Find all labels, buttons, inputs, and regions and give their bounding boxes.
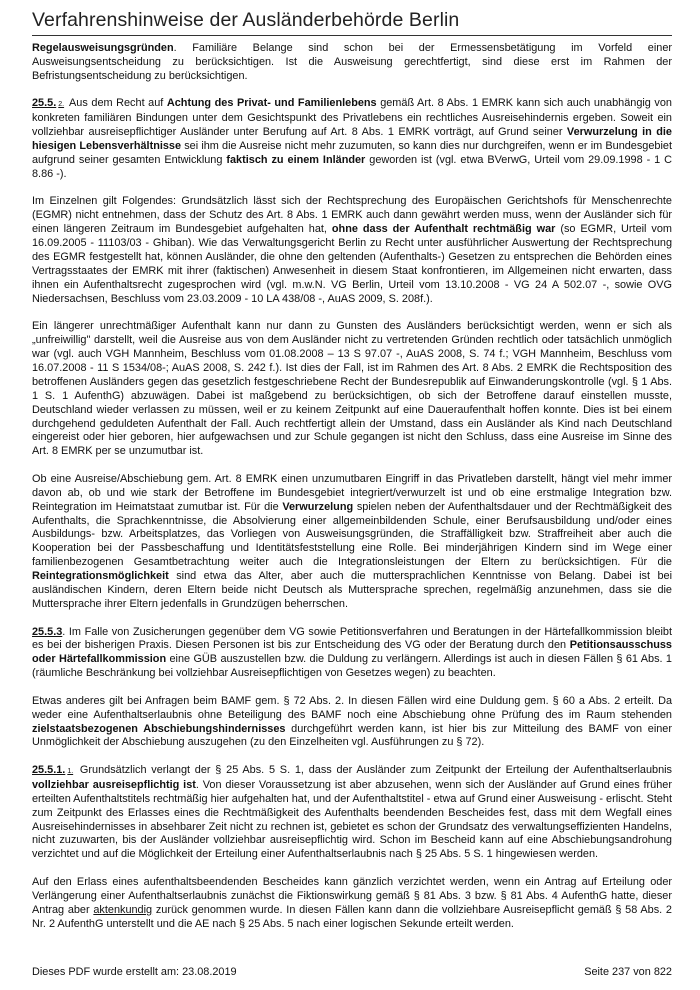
bold-term: Verwurzelung [282, 500, 354, 513]
page-header [32, 8, 672, 36]
bold-term: ohne dass der Aufenthalt rechtmäßig war [331, 223, 556, 236]
bold-term: faktisch zu einem Inländer [226, 153, 366, 166]
section-number: 25.5.3 [32, 625, 63, 638]
paragraph-3: Im Einzelnen gilt Folgendes: Grundsätzlich lässt sich der Rechtsprechung des Europäischen Gerichtshofs für Menschenrechte (EGMR) nicht entnehmen, dass der Schutz des Art. 8 Abs. 1 EMRK auch dann gewährt werden muss, wenn der Ausländer sich für einen längeren Zeitraum im Bundesgebiet aufgehalten hat, ohne dass der Aufenthalt rechtmäßig war (so EGMR, Urteil vom 16.09.2005 - 11103/03 - Ghiban). Wie das Verwaltungsgericht Berlin zu Recht unter ausführlicher Auswertung der Rechtsprechung des EGMR festgestellt hat, können Ausländer, die ohne den geltenden (Aufenthalts-) Gesetzen zu entsprechen die Behörden eines Vertragsstaates der EMRK mit ihrer (faktischen) Anwesenheit in diesem Staat konfrontieren, im Allgemeinen nicht erwarten, dass ihnen ein Aufenthaltsrecht zugesprochen wird (vgl. m.w.N. VG Berlin, Urteil vom 13.10.2008 - VG 24 A 502.07 -, sowie OVG Niedersachsen, Beschluss vom 23.03.2009 - 10 LA 438/08 -, AuAS 2009, S. 208f.). [32, 195, 672, 305]
bold-term: zielstaatsbezogenen Abschiebungshindernisses [32, 722, 286, 735]
page-number: Seite 237 von 822 [584, 966, 672, 978]
bold-term: Regelausweisungsgründen [32, 42, 174, 54]
paragraph-1: Regelausweisungsgründen. Familiäre Belange sind schon bei der Ermessensbetätigung im Vorfeld einer Ausweisungsentscheidung zu berücksichtigen. Ist die Ausweisung gerechtfertigt, sind diese erst im Rahmen der Befristungsentscheidung zu berücksichtigen. [32, 42, 672, 82]
paragraph-25-5-3: 25.5.3. Im Falle von Zusicherungen gegenüber dem VG sowie Petitionsverfahren und Beratungen in der Härtefallkommission bleibt es bei der bisherigen Praxis. Diesen Personen ist bis zur Entscheidung des VG oder der Beratung durch den Petitionsausschuss oder Härtefallkommission eine GÜB auszustellen bzw. die Duldung zu verlängern. Allerdings ist auch in diesen Fällen § 61 Abs. 1 (räumliche Beschränkung bei vollziehbar Ausreisepflichtigen von Gesetzes wegen) zu beachten. [32, 625, 672, 680]
creation-date: Dieses PDF wurde erstellt am: 23.08.2019 [32, 966, 237, 978]
section-number: 25.5. [32, 97, 57, 110]
bold-term: Petitionsausschuss oder Härtefallkommission [32, 639, 672, 666]
bold-term: Verwurzelung in die hiesigen Lebensverhältnisse [32, 126, 672, 153]
document-body [32, 42, 672, 945]
underlined-term: aktenkundig [93, 903, 153, 916]
bold-term: vollziehbar ausreisepflichtig ist [32, 778, 196, 791]
page-title: Verfahrenshinweise der Ausländerbehörde Berlin [32, 9, 460, 31]
paragraph-25-5-1: 25.5.1. 1. Grundsätzlich verlangt der § 25 Abs. 5 S. 1, dass der Ausländer zum Zeitpunkt der Erteilung der Aufenthaltserlaubnis vollziehbar ausreisepflichtig ist. Von dieser Voraussetzung ist aber abzusehen, wenn sich der Ausländer auf Grund eines früher erteilten Aufenthaltstitels rechtmäßig hier aufgehalten hat, und der Aufenthaltstitel - etwa auf Grund einer Ausweisung - erlischt. Steht zum Zeitpunkt des Erlasses eines die Rechtmäßigkeit des Aufenthalts beendenden Bescheides fest, dass mit dem Wegfall eines Ausreisehindernisses in absehbarer Zeit nicht zu rechnen ist, gebietet es schon der Grundsatz des verwaltungseffizienten Handelns, nicht zuzuwarten, bis der Ausländer vollziehbar ausreisepflichtig wird. Schon im Bescheid kann auf eine Abschiebungsandrohung verzichtet und auf die Möglichkeit der Erteilung einer Aufenthaltserlaubnis nach § 25 Abs. 5 S. 1 hingewiesen werden. [32, 763, 672, 861]
section-number: 25.5.1. [32, 763, 66, 776]
subsection-marker: 1. [67, 767, 74, 775]
subsection-marker: 2. [58, 101, 65, 109]
paragraph-9: Auf den Erlass eines aufenthaltsbeendenden Bescheides kann gänzlich verzichtet werden, wenn ein Antrag auf Erteilung oder Verlängerung einer Aufenthaltserlaubnis zunächst die Fiktionswirkung gemäß § 81 Abs. 3 bzw. § 81 Abs. 4 AufenthG hatte, dieser Antrag aber aktenkundig zurück genommen wurde. In diesen Fällen kann dann die vollziehbare Ausreisepflicht gemäß § 58 Abs. 2 Nr. 2 AufenthG unterstellt und die AE nach § 25 Abs. 5 nach einer logischen Sekunde erteilt werden. [32, 875, 672, 930]
bold-term: Reintegrationsmöglichkeit [32, 570, 169, 583]
paragraph-4: Ein längerer unrechtmäßiger Aufenthalt kann nur dann zu Gunsten des Ausländers berücksichtigt werden, wenn er sich als „unfreiwillig" darstellt, weil die Ausreise aus von dem Ausländer nicht zu vertretenden Gründen rechtlich oder tatsächlich unmöglich war (vgl. auch VGH Mannheim, Beschluss vom 01.08.2008 – 13 S 97.07 -, AuAS 2008, S. 74 f.; VGH Mannheim, Beschluss vom 16.07.2008 - 11 S 1534/08-; AuAS 2008, S. 242 f.). Ist dies der Fall, ist im Rahmen des Art. 8 Abs. 2 EMRK die Rechtsposition des betroffenen Ausländers gegen das gesetzlich festgeschriebene Recht der Bundesrepublik auf Einwanderungskontrolle (vgl. § 1 Abs. 1 S. 1 AufenthG) abzuwägen. Dabei ist maßgebend zu berücksichtigen, ob sich der Betroffene darauf einstellen musste, Deutschland wieder verlassen zu müssen, weil er zu keinem Zeitpunkt auf eine Daueraufenthalt hoffen konnte. Dies ist bei einem durchgehend geduldeten Aufenthalt der Fall. Auch rechtfertigt allein der Umstand, dass ein Ausländer als Kind nach Deutschland eingereist oder hier geboren, hier aufgewachsen und zur Schule gegangen ist nicht den Schluss, dass eine Ausreise im Sinne des Art. 8 EMRK per se unzumutbar ist. [32, 320, 672, 458]
paragraph-25-5-2: 25.5. 2. Aus dem Recht auf Achtung des Privat- und Familienlebens gemäß Art. 8 Abs. 1 EMRK kann sich auch unabhängig von konkreten familiären Bindungen unter dem Gesichtspunkt des Privatlebens ein rechtliches Ausreisehindernis ergeben. Soweit ein vollziehbar ausreisepflichtiger Ausländer unter Berufung auf Art. 8 Abs. 1 EMRK vorträgt, auf Grund seiner Verwurzelung in die hiesigen Lebensverhältnisse sei ihm die Ausreise nicht mehr zuzumuten, so kann dies nur durchgreifen, wenn er im Bundesgebiet aufgrund seiner gesamten Entwicklung faktisch zu einem Inländer geworden ist (vgl. etwa BVerwG, Urteil vom 29.09.1998 - 1 C 8.86 -). [32, 97, 673, 180]
bold-term: Achtung des Privat- und Familienlebens [166, 97, 377, 110]
paragraph-5: Ob eine Ausreise/Abschiebung gem. Art. 8 EMRK einen unzumutbaren Eingriff in das Privatleben darstellt, hängt viel mehr immer davon ab, ob und wie stark der Betroffene im Bundesgebiet integriert/verwurzelt ist und ob eine erstmalige Integration bzw. Reintegration im Heimatstaat zumutbar ist. Für die Verwurzelung spielen neben der Aufenthaltsdauer und der Rechtmäßigkeit des Aufenthalts, die Sprachkenntnisse, die Absolvierung einer allgemeinbildenden Schule, einer Berufsausbildung und/oder eines Ausbildungs- bzw. Arbeitsplatzes, das Vorliegen von Ausweisungsgründen, die Straffälligkeit bzw. Straffreiheit aber auch die Kooperation bei der Passbeschaffung und Identitätsfeststellung eine Rolle. Bei minderjährigen Kindern sind im Wege einer familienbezogenen Gesamtbetrachtung weiter auch die Integrationsleistungen der Eltern zu berücksichtigen. Für die Reintegrationsmöglichkeit sind etwa das Alter, aber auch die muttersprachlichen Kenntnisse von Belang. Dabei ist bei ausländischen Kindern, deren Eltern beide nicht Deutsch als Muttersprache sprechen, regelmäßig anzunehmen, dass sie die Muttersprache ihrer Eltern jedenfalls in Grundzügen beherrschen. [32, 472, 672, 610]
paragraph-7: Etwas anderes gilt bei Anfragen beim BAMF gem. § 72 Abs. 2. In diesen Fällen wird eine Duldung gem. § 60 a Abs. 2 erteilt. Da weder eine Aufenthaltserlaubnis ohne Beteiligung des BAMF noch eine Abschiebung ohne Prüfung des im Raum stehenden zielstaatsbezogenen Abschiebungshindernisses durchgeführt werden kann, ist hier bis zur Mitteilung des BAMF von einer Unmöglichkeit der Abschiebung auszugehen (zu den Einzelheiten vgl. Ausführungen zu § 72). [32, 694, 672, 749]
